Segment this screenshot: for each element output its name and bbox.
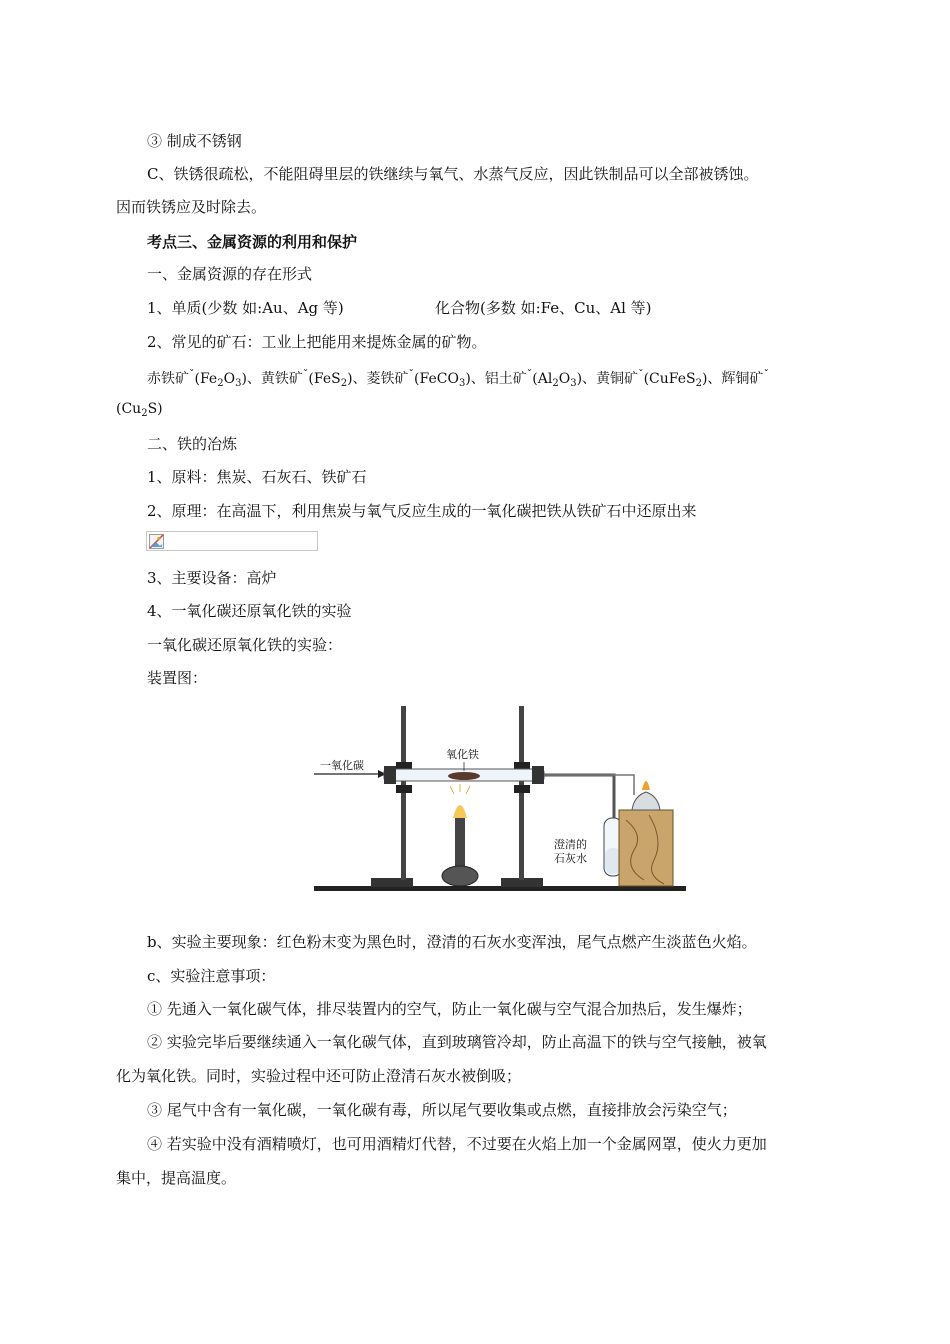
exhaust-tube — [544, 775, 634, 795]
text-line: 2、常见的矿石：工业上把能用来提炼金属的矿物。 — [147, 333, 487, 351]
broken-image-icon — [149, 534, 164, 549]
right-clamp-lower — [514, 785, 530, 793]
alcohol-lamp — [632, 792, 660, 810]
label-iron-oxide: 氧化铁 — [446, 748, 479, 761]
text-line: 装置图： — [147, 669, 208, 687]
text-line: 化合物(多数 如:Fe、Cu、Al 等) — [435, 299, 652, 317]
text-line: b、实验主要现象：红色粉末变为黑色时，澄清的石灰水变浑浊，尾气点燃产生淡蓝色火焰。 — [147, 933, 757, 951]
text-line: 集中，提高温度。 — [116, 1169, 237, 1187]
text-line: C、铁锈很疏松，不能阻碍里层的铁继续与氧气、水蒸气反应，因此铁制品可以全部被锈蚀。 — [147, 165, 759, 183]
text-line: 2、原理：在高温下，利用焦炭与氧气反应生成的一氧化碳把铁从铁矿石中还原出来 — [147, 502, 697, 520]
text-line: 3、主要设备：高炉 — [147, 569, 277, 587]
label-lime-2: 石灰水 — [554, 852, 587, 865]
text-line: 一氧化碳还原氧化铁的实验： — [147, 636, 343, 654]
label-lime-1: 澄清的 — [554, 838, 587, 851]
table-surface — [314, 886, 686, 891]
left-stopper — [384, 766, 396, 784]
section-heading: 考点三、金属资源的利用和保护 — [147, 233, 358, 251]
label-co: 一氧化碳 — [320, 759, 364, 772]
text-line: 4、一氧化碳还原氧化铁的实验 — [147, 602, 352, 620]
text-line: c、实验注意事项： — [147, 967, 276, 985]
left-stand-base — [371, 878, 413, 887]
apparatus-svg — [314, 700, 686, 894]
text-line: 一、金属资源的存在形式 — [147, 265, 313, 283]
text-line: ③ 尾气中含有一氧化碳，一氧化碳有毒，所以尾气要收集或点燃，直接排放会污染空气； — [147, 1101, 737, 1119]
text-line: ② 实验完毕后要继续通入一氧化碳气体，直到玻璃管冷却，防止高温下的铁与空气接触，被氧 — [147, 1033, 767, 1051]
iron-oxide-powder — [448, 772, 480, 780]
left-clamp-lower — [396, 785, 412, 793]
apparatus-diagram — [314, 700, 686, 894]
ore-list-cont: $(Cu_2S)$ — [116, 401, 163, 419]
burner-flame-icon — [453, 805, 467, 818]
ore-list: 赤铁矿$^ˇ(Fe_2O_3)$、黄铁矿$^ˇ$(FeS$_2$)、菱铁矿$^ˇ$(FeCO$_3$)、铝土矿$^ˇ(Al_2O_3)$、黄铜矿$^ˇ$(CuFeS$_2$)、辉铜矿$^ˇ$ — [147, 368, 769, 389]
text-line: ① 先通入一氧化碳气体，排尽装置内的空气，防止一氧化碳与空气混合加热后，发生爆炸； — [147, 1000, 752, 1018]
lamp-flame-icon — [642, 781, 650, 790]
burner-tube — [455, 818, 465, 866]
text-line: 1、单质(少数 如:Au、Ag 等) — [147, 299, 344, 317]
text-line: 化为氧化铁。同时，实验过程中还可防止澄清石灰水被倒吸； — [116, 1067, 522, 1085]
broken-image-placeholder — [146, 531, 318, 551]
right-stopper — [532, 766, 544, 784]
text-line: ③ 制成不锈钢 — [147, 132, 242, 150]
text-line: 1、原料：焦炭、石灰石、铁矿石 — [147, 468, 367, 486]
text-line: ④ 若实验中没有酒精喷灯，也可用酒精灯代替，不过要在火焰上加一个金属网罩，使火力更加 — [147, 1135, 767, 1153]
text-line: 因而铁锈应及时除去。 — [116, 198, 267, 216]
burner-base — [442, 866, 478, 886]
text-line: 二、铁的冶炼 — [147, 435, 238, 453]
flame-rays — [450, 784, 470, 794]
